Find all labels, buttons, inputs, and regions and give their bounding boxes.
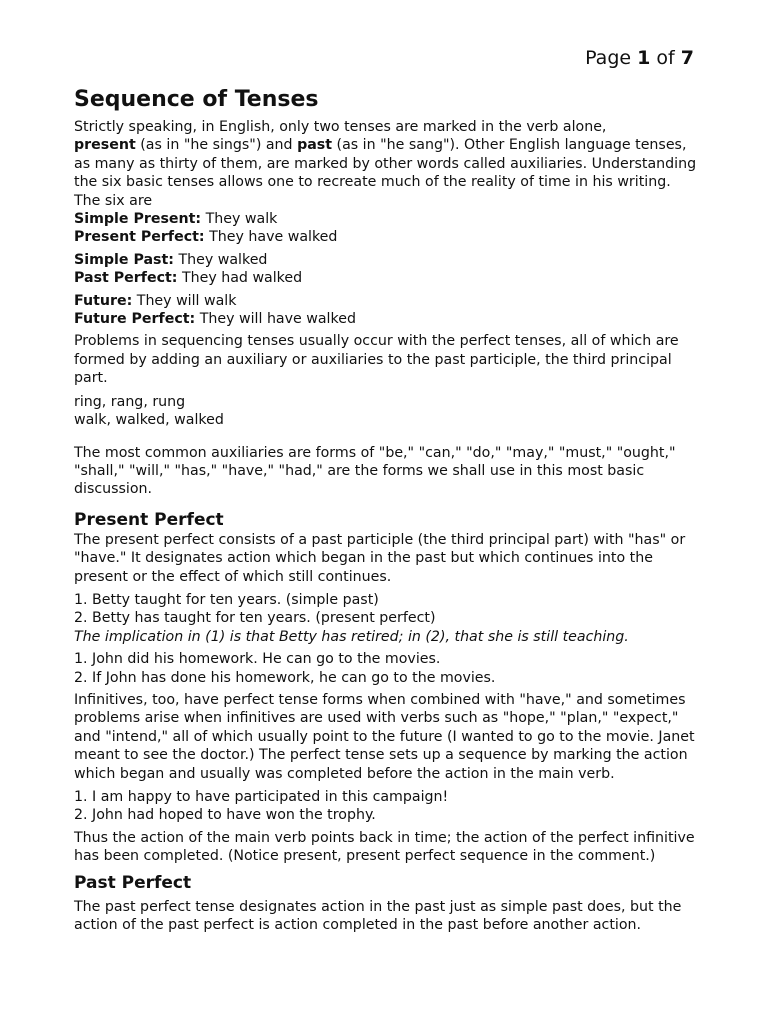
- john-examples: [74, 650, 698, 687]
- problems-paragraph: Problems in sequencing tenses usually occur with the perfect tenses, all of which are formed by adding an auxiliary or auxiliaries to the past participle, the third principal part.: [74, 333, 679, 387]
- tense-item: Future Perfect: They will have walked: [74, 311, 356, 328]
- tense-list: [74, 210, 698, 328]
- list-item: 2. Betty has taught for ten years. (present perfect): [74, 610, 436, 627]
- page-indicator: Page 1 of 7: [585, 47, 694, 69]
- intro-paragraph: Strictly speaking, in English, only two tenses are marked in the verb alone, present (as in "he sings") and past (as in "he sang"). Other English language tenses, as many as thirty of them, are marked by other words called auxiliaries. Understanding the six basic tenses allows one to recreate much of the reality of time in his writing. The six are: [74, 119, 697, 209]
- list-item: 1. John did his homework. He can go to the movies.: [74, 651, 441, 668]
- current-page-number: 1: [637, 47, 651, 69]
- list-item: 1. I am happy to have participated in this campaign!: [74, 789, 449, 805]
- document-title: Sequence of Tenses: [74, 87, 319, 112]
- list-item: 2. John had hoped to have won the trophy.: [74, 807, 376, 824]
- list-item: ring, rang, rung: [74, 393, 186, 410]
- infinitive-examples: [74, 788, 698, 825]
- auxiliaries-paragraph: The most common auxiliaries are forms of "be," "can," "do," "may," "must," "ought," "shall," "will," "has," "have," "had," are the forms we shall use in this most basic discussion.: [74, 444, 676, 498]
- present-perfect-paragraph: The present perfect consists of a past participle (the third principal part) with "has" or "have." It designates action which began in the past but which continues into the present or the effect of which still continues.: [74, 531, 686, 585]
- list-item: 1. Betty taught for ten years. (simple past): [74, 591, 379, 608]
- tense-item: Simple Present: They walk: [74, 211, 278, 228]
- tense-item: Future: They will walk: [74, 292, 237, 309]
- past-perfect-paragraph: The past perfect tense designates action in the past just as simple past does, but the action of the past perfect is action completed in the past before another action.: [74, 898, 682, 934]
- tense-item: Past Perfect: They had walked: [74, 270, 303, 287]
- tense-item: Present Perfect: They have walked: [74, 229, 338, 246]
- tense-item: Simple Past: They walked: [74, 251, 268, 268]
- total-page-count: 7: [680, 47, 694, 69]
- section-heading-past-perfect: Past Perfect: [74, 872, 192, 893]
- list-item: 2. If John has done his homework, he can go to the movies.: [74, 669, 496, 686]
- list-item: walk, walked, walked: [74, 412, 224, 429]
- document-body: [74, 86, 698, 939]
- implication-note: The implication in (1) is that Betty has retired; in (2), that she is still teaching.: [74, 628, 629, 645]
- section-heading-present-perfect: Present Perfect: [74, 509, 224, 530]
- infinitives-paragraph: Infinitives, too, have perfect tense forms when combined with "have," and sometimes problems arise when infinitives are used with verbs such as "hope," "plan," "expect," and "intend," all of which usually point to the future (I wanted to go to the movie. Janet meant to see the doctor.) The perfect tense sets up a sequence by marking the action which began and usually was completed before the action in the main verb.: [74, 691, 695, 782]
- betty-examples: [74, 591, 698, 646]
- principal-parts-list: [74, 393, 698, 430]
- thus-paragraph: Thus the action of the main verb points back in time; the action of the perfect infinitive has been completed. (Notice present, present perfect sequence in the comment.): [74, 829, 695, 865]
